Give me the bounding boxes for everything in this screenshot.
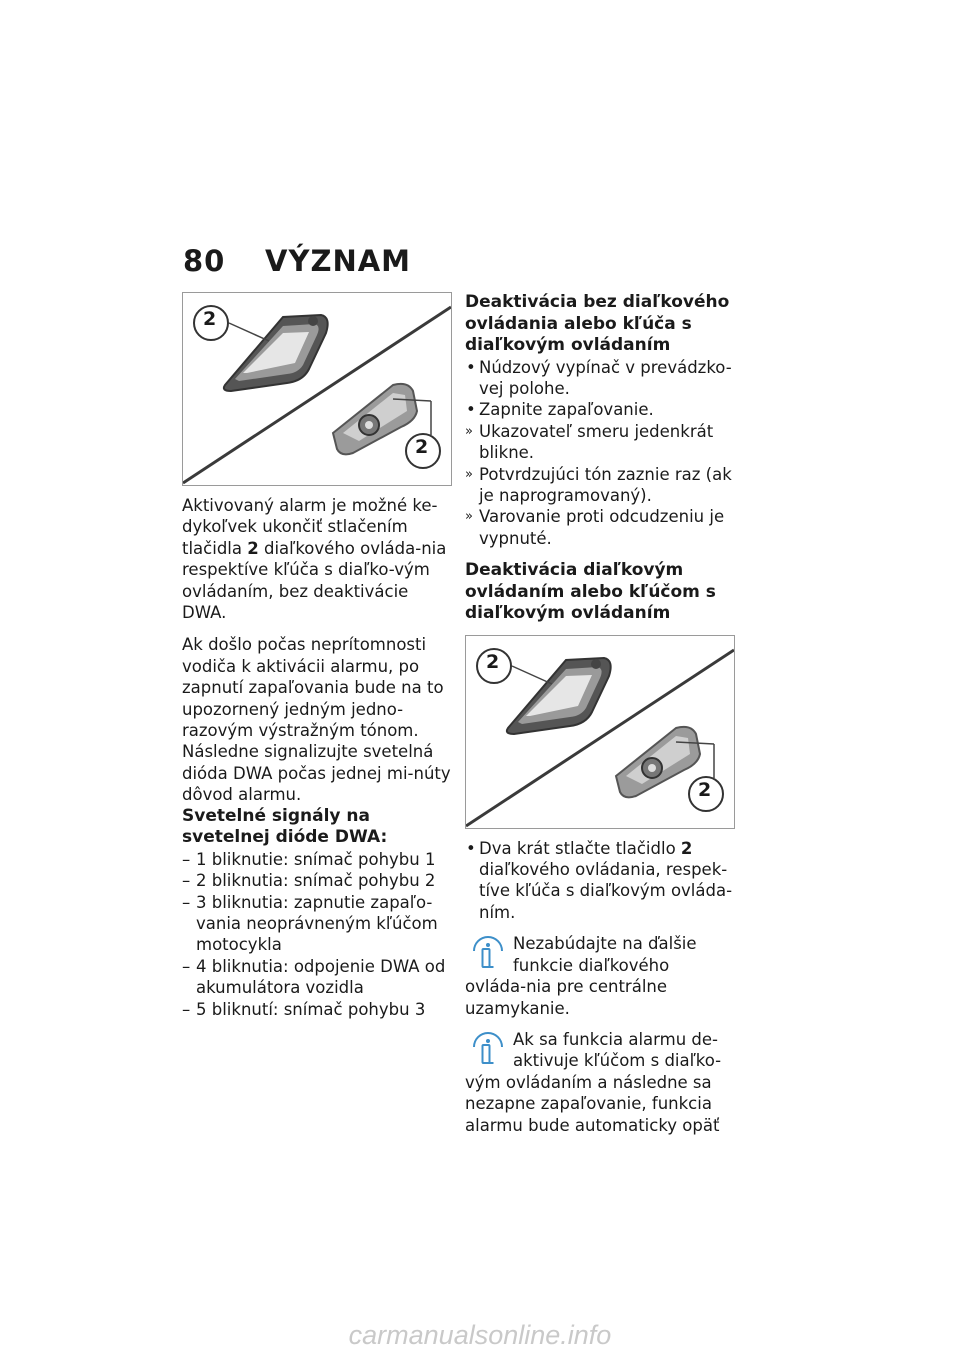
info-note [465,933,735,1019]
list-item: – 3 bliknutia: zapnutie zapaľo-vania neoprávneným kľúčom motocykla [182,892,452,956]
page-title: VÝZNAM [265,244,412,278]
note-text: Nezabúdajte na ďalšie funkcie diaľkového ovláda-nia pre centrálne uzamykanie. [465,934,697,1018]
list-item: – 1 bliknutie: snímač pohybu 1 [182,849,452,870]
section-heading-deactivation-without-remote: Deaktivácia bez diaľkového ovládania alebo kľúča s diaľkovým ovládaním [465,292,730,355]
info-note [465,1029,735,1136]
list-item: – 4 bliknutia: odpojenie DWA od akumulátora vozidla [182,956,452,999]
list-item: – 5 bliknutí: snímač pohybu 3 [182,999,452,1020]
right-column [465,292,735,1136]
result-step: » Varovanie proti odcudzeniu je vypnuté. [465,506,735,549]
note-text: Ak sa funkcia alarmu de-aktivuje kľúčom s diaľko-vým ovládaním a následne sa nezapne zapaľovanie, funkcia alarmu bude automaticky opäť [465,1029,722,1135]
callout-label: 2 [486,650,500,673]
page-number: 80 [183,244,226,278]
left-column [182,292,452,1020]
callout-label: 2 [415,436,429,458]
callout-label: 2 [698,778,712,801]
instruction-step: • Zapnite zapaľovanie. [465,399,735,420]
remote-key-illustration [182,292,452,486]
list-item: – 2 bliknutia: snímač pohybu 2 [182,870,452,891]
info-icon [471,1029,505,1067]
instruction-step: • Núdzový vypínač v prevádzko-vej polohe. [465,357,735,400]
result-step: » Potvrdzujúci tón zaznie raz (ak je naprogramovaný). [465,464,735,507]
result-step: » Ukazovateľ smeru jedenkrát blikne. [465,421,735,464]
paragraph-absence: Ak došlo počas neprítomnosti vodiča k aktivácii alarmu, po zapnutí zapaľovania bude na to upozornený jedným jedno-razovým výstražným tónom. Následne signalizujte svetelná dióda DWA počas jednej mi-núty dôvod alarmu. [182,635,451,805]
info-icon [471,933,505,971]
section-heading-led-signals: Svetelné signály na svetelnej dióde DWA: [182,805,388,848]
remote-key-illustration [465,635,735,829]
paragraph-intro: Aktivovaný alarm je možné ke-dykoľvek ukončiť stlačením tlačidla 2 diaľkového ovláda-nia respektíve kľúča s diaľko-vým ovládaním, bez deaktivácie DWA. [182,496,447,623]
page-header [183,244,411,278]
instruction-step: • Dva krát stlačte tlačidlo 2 diaľkového ovládania, respek-tíve kľúča s diaľkovým ovláda-ním. [465,838,735,924]
watermark: carmanualsonline.info [348,1320,612,1350]
section-heading-deactivation-with-remote: Deaktivácia diaľkovým ovládaním alebo kľúčom s diaľkovým ovládaním [465,560,716,624]
callout-label: 2 [203,308,217,330]
